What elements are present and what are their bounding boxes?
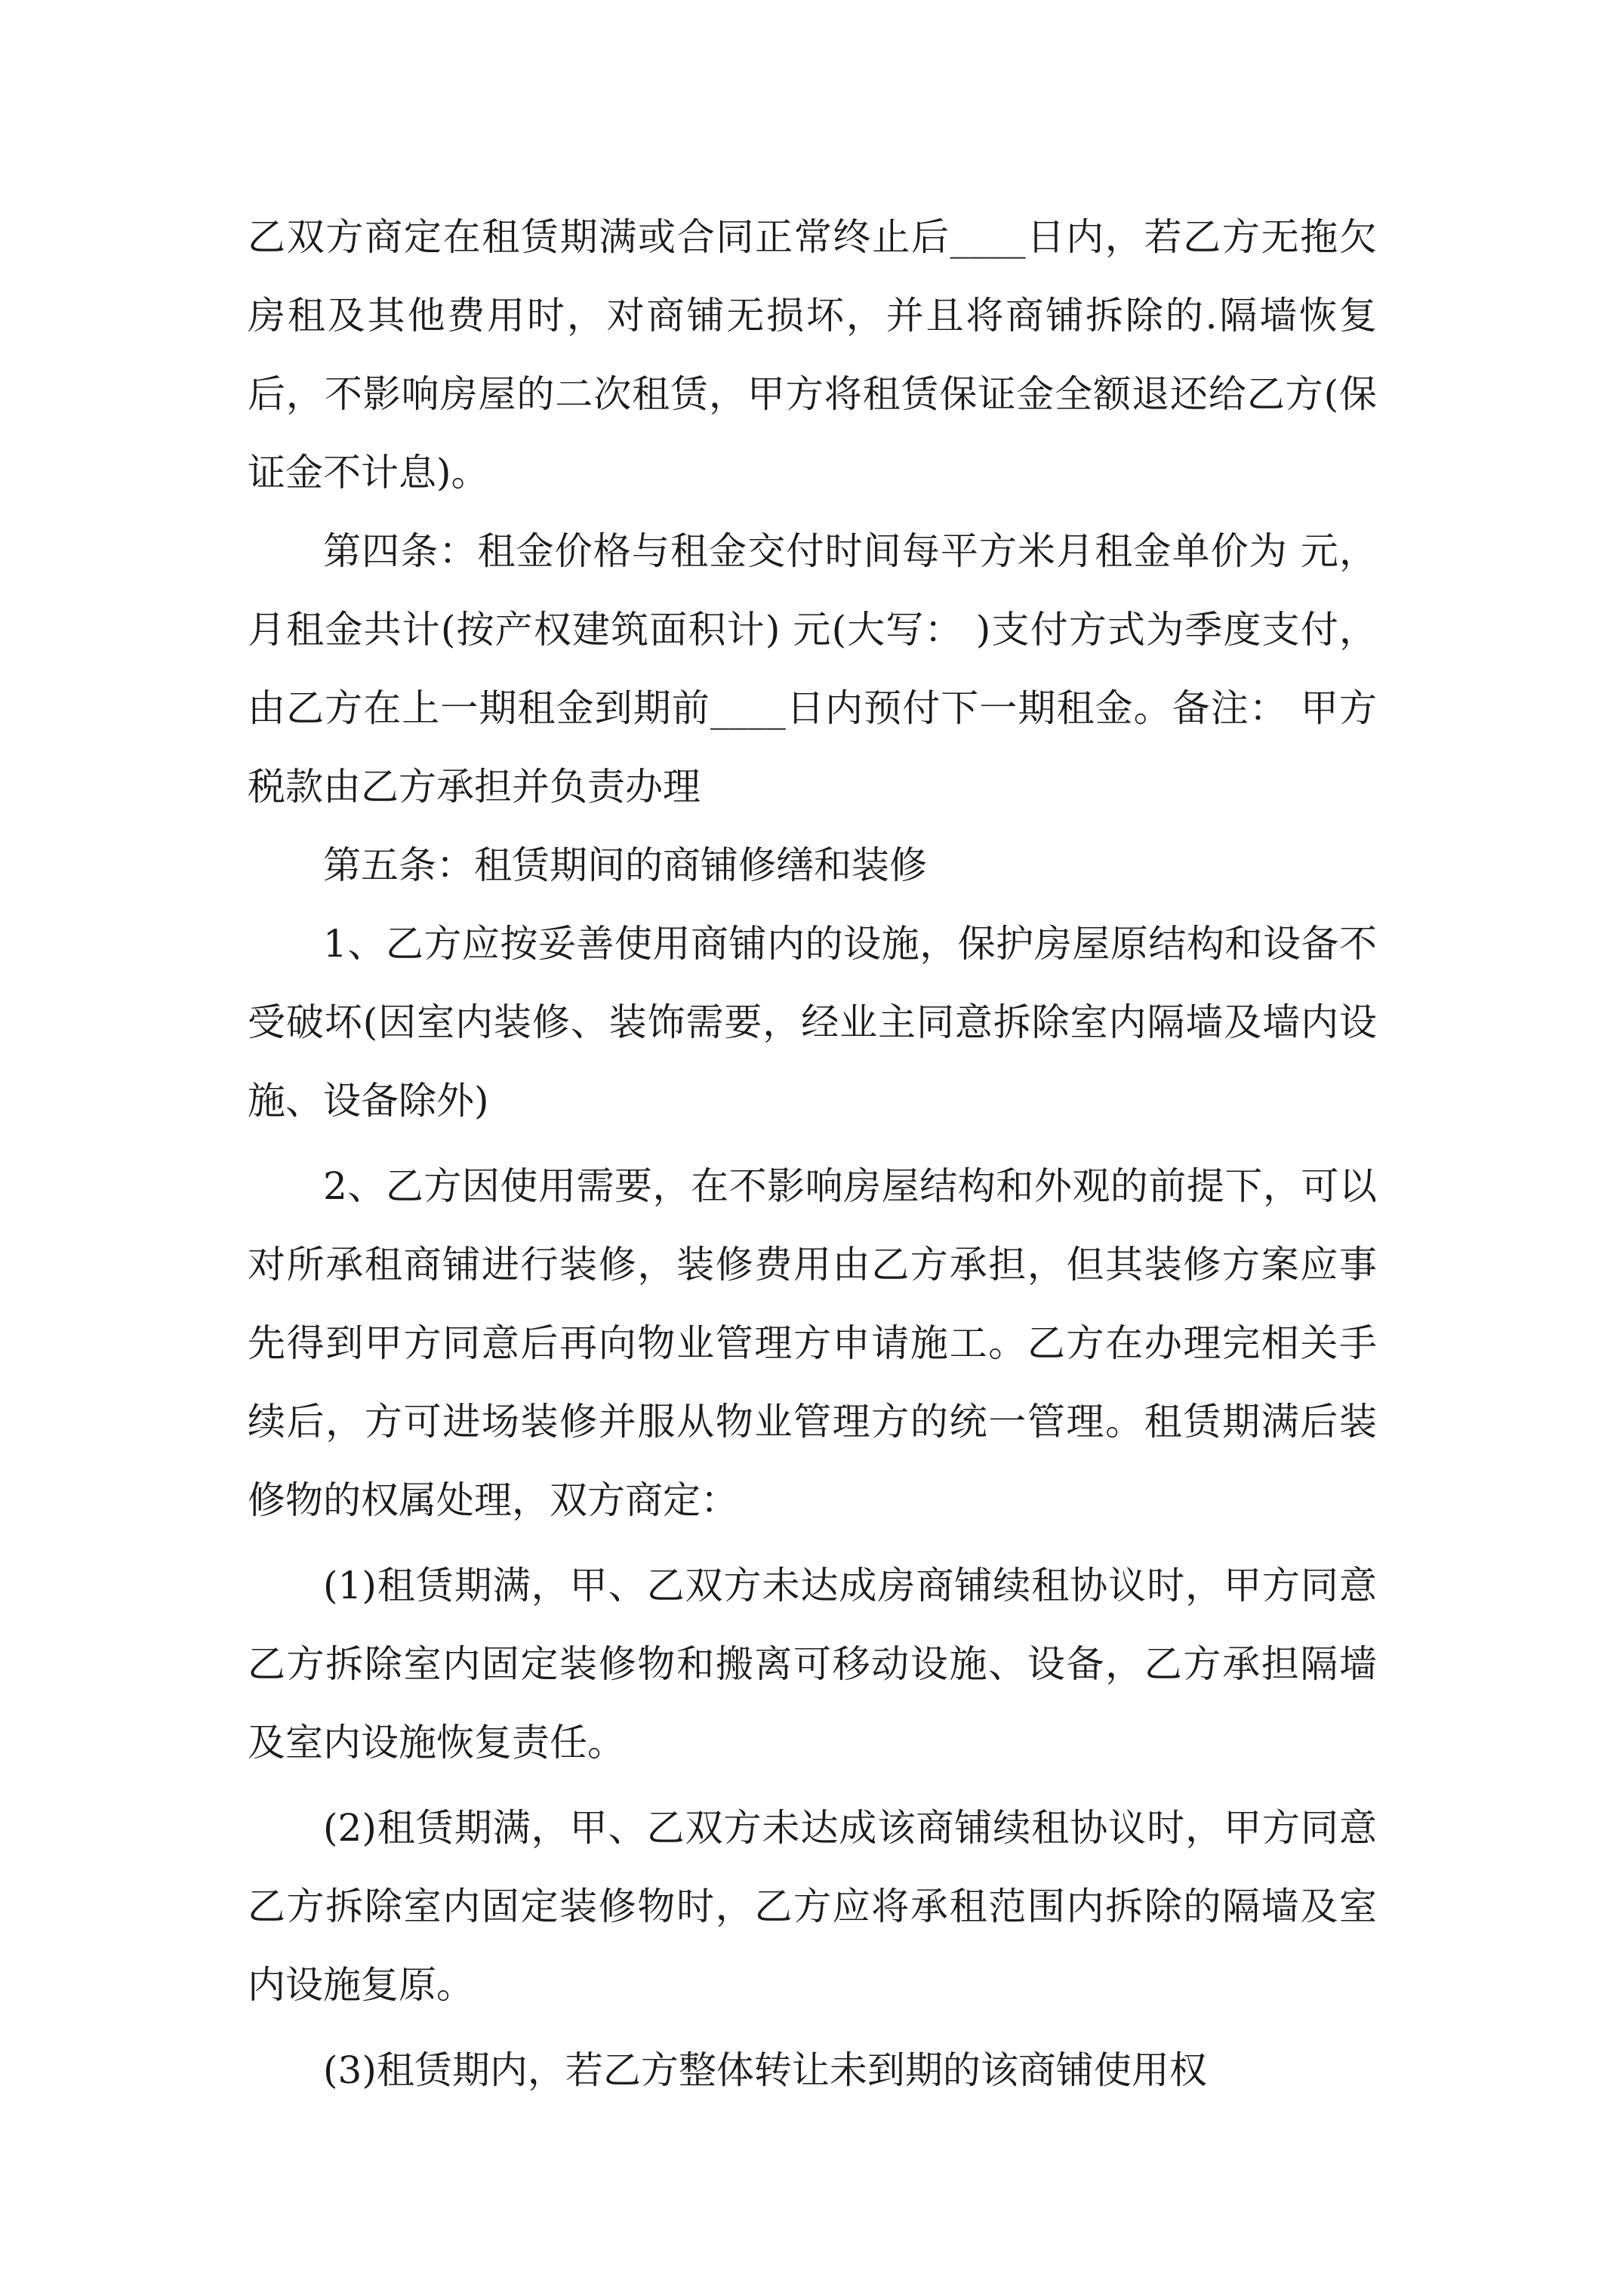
paragraph-subitem-1: (1)租赁期满，甲、乙双方未达成房商铺续租协议时，甲方同意乙方拆除室内固定装修物和搬离可移动设施、设备，乙方承担隔墙及室内设施恢复责任。: [248, 1564, 1377, 1764]
paragraph-item-2: 2、乙方因使用需要，在不影响房屋结构和外观的前提下，可以对所承租商铺进行装修，装修费用由乙方承担，但其装修方案应事先得到甲方同意后再向物业管理方申请施工。乙方在办理完相关手续后，方可进场装修并服从物业管理方的统一管理。租赁期满后装修物的权属处理，双方商定：: [248, 1164, 1377, 1522]
paragraph-subitem-3: (3)租赁期内，若乙方整体转让未到期的该商铺使用权: [323, 2048, 1207, 2092]
paragraph-article-5-heading: 第五条：租赁期间的商铺修缮和装修: [323, 843, 927, 887]
paragraph-item-1: 1、乙方应按妥善使用商铺内的设施，保护房屋原结构和设备不受破坏(因室内装修、装饰需要，经业主同意拆除室内隔墙及墙内设施、设备除外): [248, 922, 1377, 1123]
paragraph-article-4-rent: 第四条：租金价格与租金交付时间每平方米月租金单价为 元，月租金共计(按产权建筑面积计) 元(大写： )支付方式为季度支付，由乙方在上一期租金到期前____日内预付下一期租金。备注： 甲方税款由乙方承担并负责办理: [248, 529, 1377, 809]
document-body: [248, 198, 1377, 2110]
paragraph-deposit-refund: 乙双方商定在租赁期满或合同正常终止后____日内，若乙方无拖欠房租及其他费用时，对商铺无损坏，并且将商铺拆除的.隔墙恢复后，不影响房屋的二次租赁，甲方将租赁保证金全额退还给乙方(保证金不计息)。: [248, 215, 1377, 495]
paragraph-subitem-2: (2)租赁期满，甲、乙双方未达成该商铺续租协议时，甲方同意乙方拆除室内固定装修物时，乙方应将承租范围内拆除的隔墙及室内设施复原。: [248, 1806, 1377, 2007]
